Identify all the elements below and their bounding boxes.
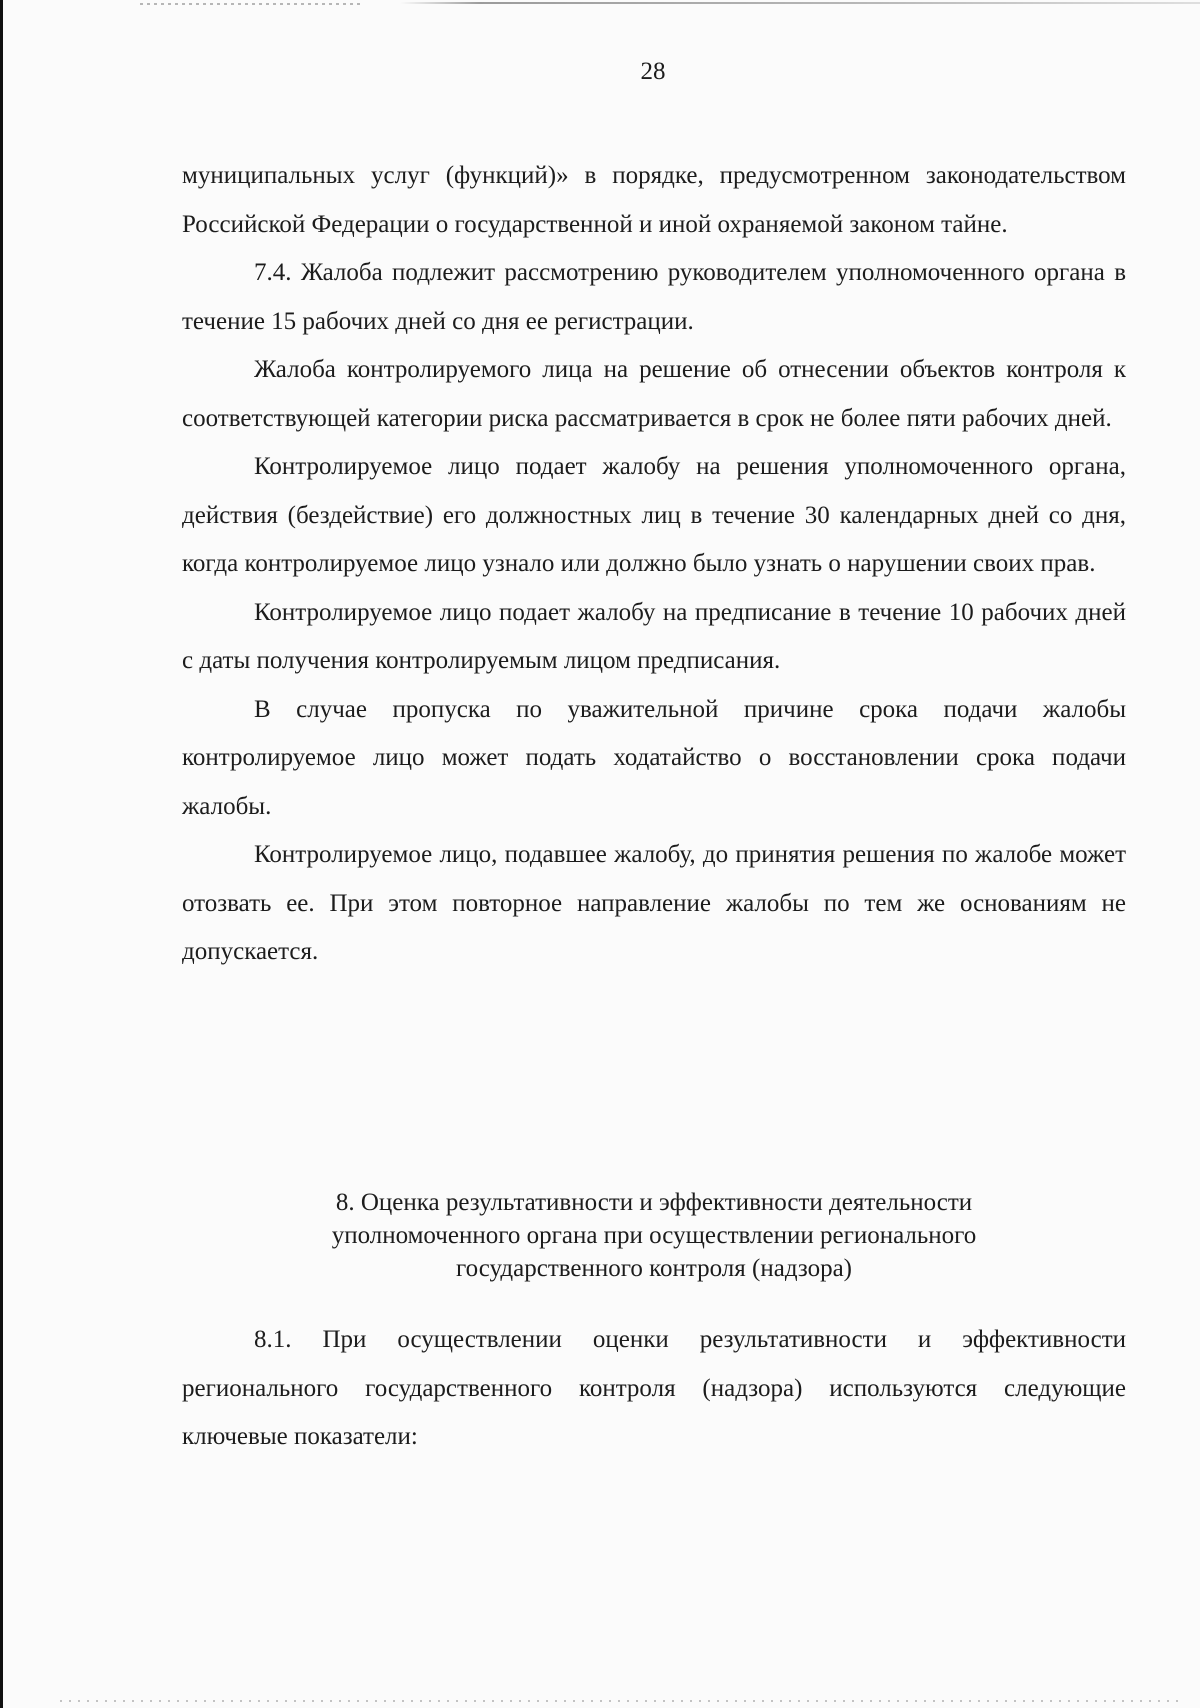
paragraph-8-1: 8.1. При осуществлении оценки результативности и эффективности регионального государственного контроля (надзора) используются следующие ключевые показатели:	[182, 1326, 1126, 1450]
paragraph-prescription-complaint: Контролируемое лицо подает жалобу на предписание в течение 10 рабочих дней с даты получения контролируемым лицом предписания.	[182, 598, 1126, 674]
body-text	[182, 152, 1126, 977]
paragraph-continuation: муниципальных услуг (функций)» в порядке, предусмотренном законодательством Российской Федерации о государственной и иной охраняемой законом тайне.	[182, 162, 1126, 238]
section-heading-line: 8. Оценка результативности и эффективности деятельности	[335, 1189, 973, 1216]
section-heading	[182, 1186, 1126, 1285]
page-number: 28	[640, 58, 666, 85]
paragraph-withdrawal: Контролируемое лицо, подавшее жалобу, до принятия решения по жалобе может отозвать ее. При этом повторное направление жалобы по тем же основаниям не допускается.	[182, 841, 1126, 965]
section-heading-line: уполномоченного органа при осуществлении регионального	[331, 1222, 977, 1249]
scan-artifact-top	[400, 2, 1200, 4]
paragraph-risk-category: Жалоба контролируемого лица на решение об отнесении объектов контроля к соответствующей категории риска рассматривается в срок не более пяти рабочих дней.	[182, 356, 1126, 432]
section-body-text	[182, 1316, 1126, 1462]
paragraph-complaint-deadline: Контролируемое лицо подает жалобу на решения уполномоченного органа, действия (бездействие) его должностных лиц в течение 30 календарных дней со дня, когда контролируемое лицо узнало или должно было узнать о нарушении своих прав.	[182, 453, 1126, 577]
paragraph-7-4: 7.4. Жалоба подлежит рассмотрению руководителем уполномоченного органа в течение 15 рабочих дней со дня ее регистрации.	[182, 259, 1126, 335]
scan-artifact-top-noise	[140, 3, 360, 5]
paragraph-missed-deadline: В случае пропуска по уважительной причине срока подачи жалобы контролируемое лицо может подать ходатайство о восстановлении срока подачи жалобы.	[182, 695, 1126, 820]
scan-edge	[0, 0, 3, 1708]
scan-artifact-bottom	[60, 1700, 1180, 1702]
section-heading-line: государственного контроля (надзора)	[455, 1255, 853, 1282]
